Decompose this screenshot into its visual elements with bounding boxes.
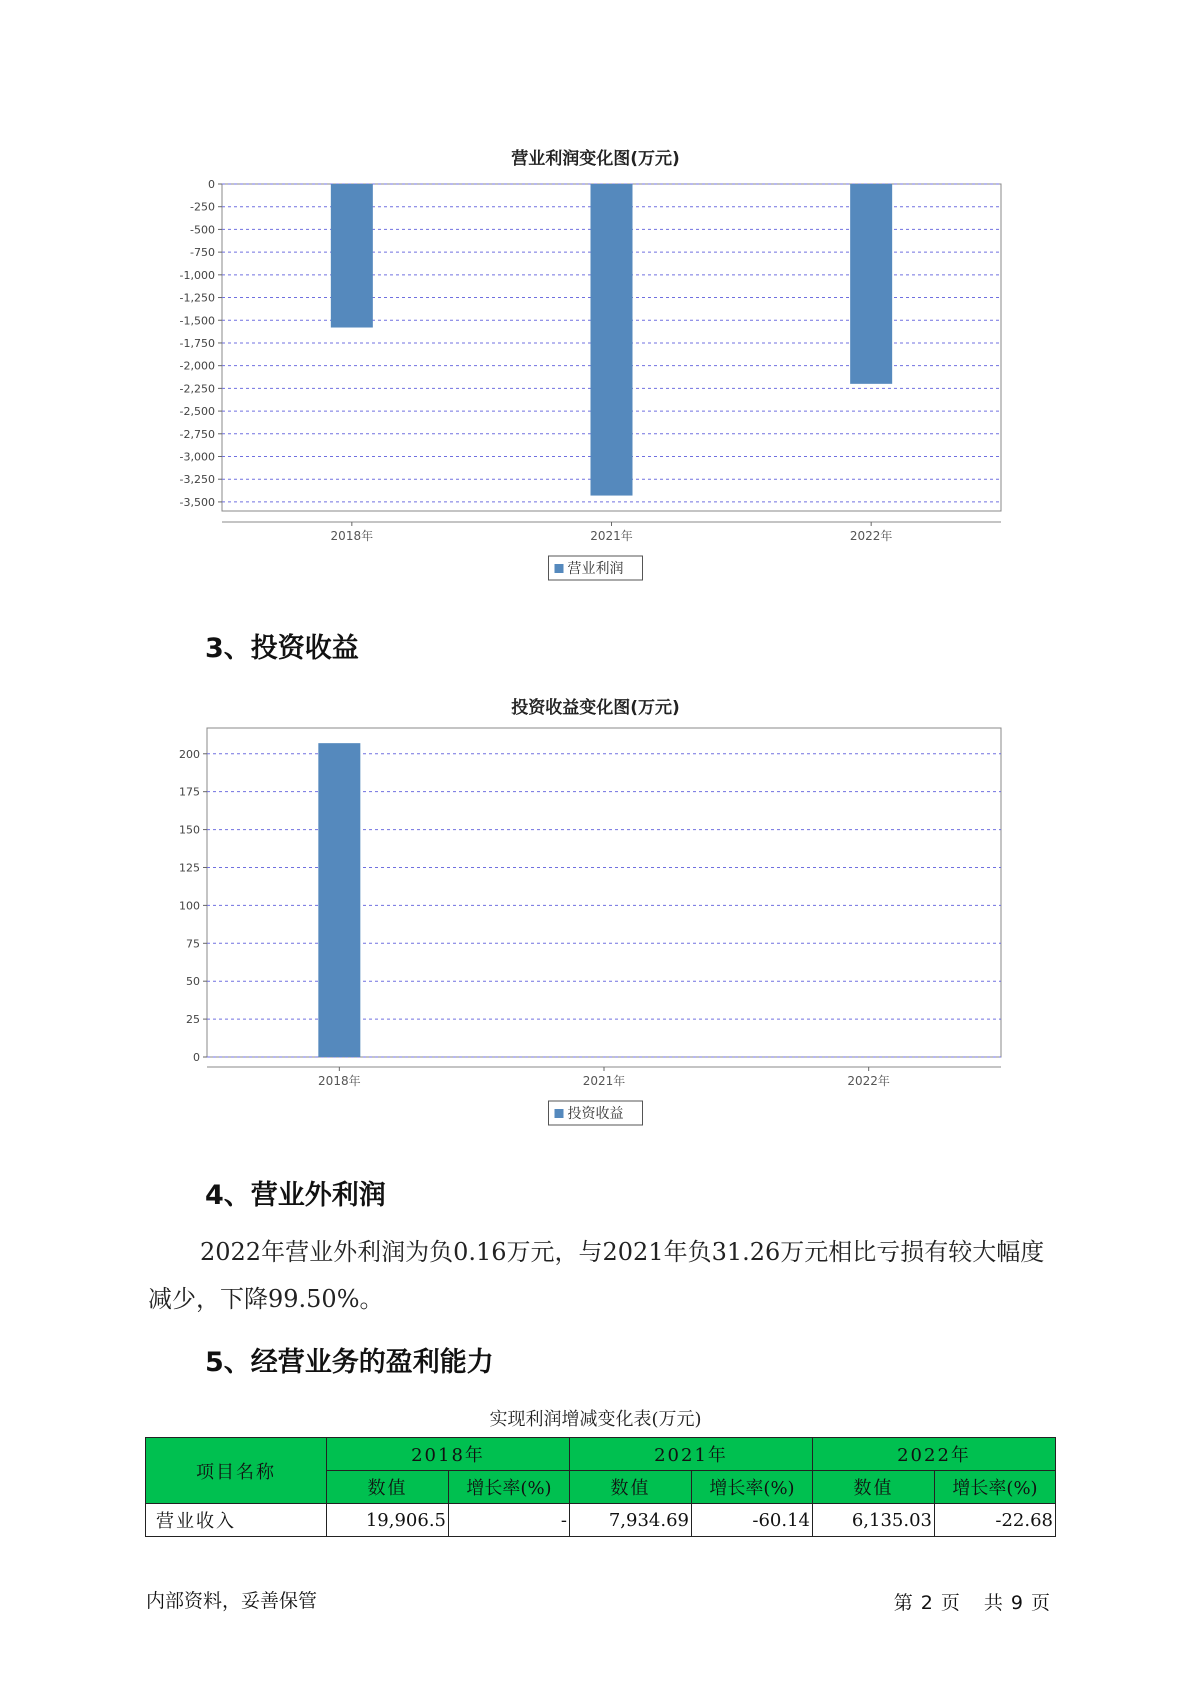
y-tick-label: 125: [179, 861, 200, 875]
y-tick-label: -2,000: [179, 359, 215, 373]
y-tick-label: -1,250: [179, 291, 215, 305]
total-label: 页: [1030, 1592, 1050, 1614]
y-tick-label: 175: [179, 785, 200, 799]
header-rate: 增长率(%): [935, 1471, 1056, 1504]
y-tick-label: 25: [186, 1013, 200, 1027]
bar: [318, 743, 360, 1057]
operating-profit-chart: [0, 170, 1191, 590]
x-tick-label: 2021年: [590, 529, 633, 543]
cell-rate: -60.14: [692, 1504, 813, 1537]
header-year: 2018年: [327, 1438, 570, 1471]
investment-income-chart: [0, 720, 1191, 1140]
cell-value: 19,906.5: [327, 1504, 449, 1537]
y-tick-label: 50: [186, 975, 200, 989]
y-tick-label: 100: [179, 899, 200, 913]
chart1-title: 营业利润变化图(万元): [511, 149, 680, 169]
bar: [850, 184, 892, 384]
y-tick-label: 75: [186, 937, 200, 951]
header-item-name: 项目名称: [146, 1438, 327, 1504]
legend-swatch: [555, 564, 564, 573]
legend-label: 投资收益: [567, 1106, 624, 1122]
bar: [331, 184, 373, 328]
header-value: 数值: [327, 1471, 449, 1504]
y-tick-label: 0: [208, 178, 215, 191]
y-tick-label: -1,000: [179, 268, 215, 282]
chart2-title: 投资收益变化图(万元): [511, 698, 680, 718]
y-tick-label: -3,000: [179, 450, 215, 464]
header-year: 2022年: [813, 1438, 1056, 1471]
total-prefix: 共: [983, 1592, 1003, 1614]
table-header-row: [146, 1438, 1056, 1471]
page-number: [890, 1588, 1054, 1615]
table-row: [146, 1504, 1056, 1537]
x-tick-label: 2022年: [849, 529, 893, 543]
y-tick-label: -250: [190, 200, 215, 214]
row-name: 营业收入: [146, 1504, 327, 1537]
header-rate: 增长率(%): [692, 1471, 813, 1504]
current-page: 2: [920, 1592, 933, 1614]
total-pages: 9: [1010, 1592, 1023, 1614]
header-rate: 增长率(%): [449, 1471, 570, 1504]
section-4-paragraph: 2022年营业外利润为负0.16万元，与2021年负31.26万元相比亏损有较大幅度减少，下降99.50%。: [148, 1238, 1045, 1313]
cell-value: 7,934.69: [570, 1504, 692, 1537]
legend-label: 营业利润: [567, 561, 624, 577]
y-tick-label: -750: [190, 246, 215, 260]
legend-swatch: [555, 1109, 564, 1118]
section-5-heading: 5、经营业务的盈利能力: [205, 1347, 494, 1378]
section-3-heading: 3、投资收益: [205, 633, 359, 664]
y-tick-label: 0: [193, 1051, 200, 1064]
y-tick-label: -500: [190, 223, 215, 237]
cell-rate: -22.68: [935, 1504, 1056, 1537]
legend: [549, 1101, 643, 1125]
page-prefix: 第: [893, 1592, 913, 1614]
profit-change-table: [145, 1437, 1056, 1537]
y-tick-label: -3,500: [179, 495, 215, 509]
table-caption: 实现利润增减变化表(万元): [489, 1409, 702, 1430]
bar: [591, 184, 633, 496]
footer-confidential-note: 内部资料，妥善保管: [146, 1590, 318, 1612]
section-4-heading: 4、营业外利润: [205, 1180, 386, 1211]
y-tick-label: 150: [179, 823, 200, 837]
y-tick-label: -2,250: [179, 382, 215, 396]
y-tick-label: 200: [179, 747, 200, 761]
header-value: 数值: [813, 1471, 935, 1504]
x-tick-label: 2021年: [582, 1074, 626, 1088]
header-value: 数值: [570, 1471, 692, 1504]
y-tick-label: -2,750: [179, 427, 215, 441]
y-tick-label: -2,500: [179, 405, 215, 419]
x-tick-label: 2022年: [847, 1074, 890, 1088]
y-tick-label: -1,750: [179, 336, 215, 350]
x-tick-label: 2018年: [318, 1074, 361, 1088]
page-label: 页: [940, 1592, 960, 1614]
legend: [549, 556, 643, 580]
y-tick-label: -3,250: [179, 473, 215, 487]
y-tick-label: -1,500: [179, 314, 215, 328]
cell-value: 6,135.03: [813, 1504, 935, 1537]
header-year: 2021年: [570, 1438, 813, 1471]
cell-rate: -: [449, 1504, 570, 1537]
x-tick-label: 2018年: [330, 529, 374, 543]
